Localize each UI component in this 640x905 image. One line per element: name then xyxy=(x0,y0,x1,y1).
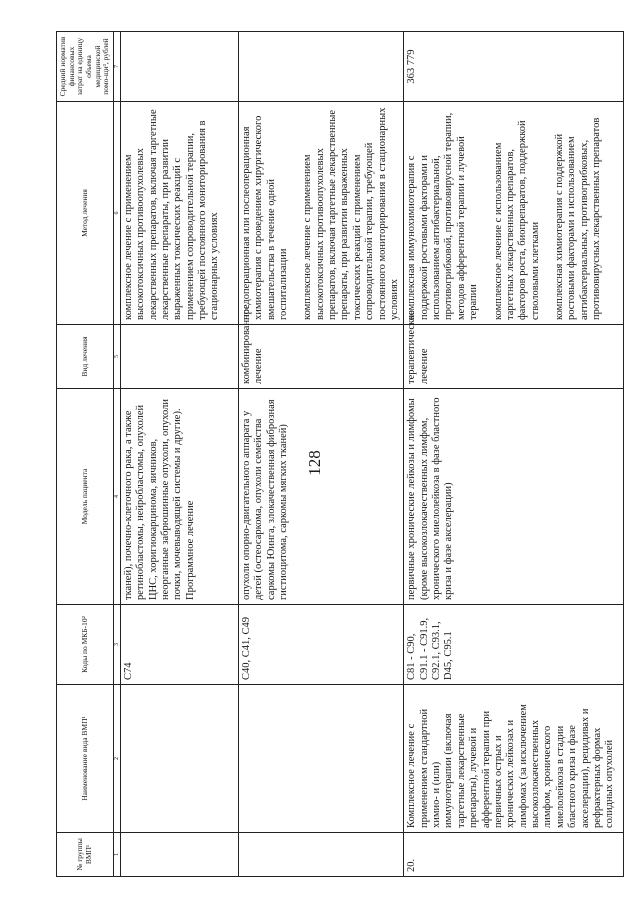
icd-codes-cell: C74 xyxy=(120,605,238,685)
icd-codes-cell: C40, C41, C49 xyxy=(238,605,404,685)
header-group-number: № группы ВМП¹ xyxy=(57,833,114,877)
vmp-name-cell xyxy=(120,685,238,833)
column-number: 3 xyxy=(113,605,120,685)
method-paragraph: комплексная химиотерапия с поддержкой ростовыми факторами и использованием антибактериальных, противогрибковых, противовирусных лекарственных препаратов xyxy=(554,117,603,320)
column-number: 7 xyxy=(113,32,120,102)
cost-cell xyxy=(120,32,238,102)
header-treatment-method: Метод лечения xyxy=(57,102,114,325)
page-number: 128 xyxy=(305,450,324,476)
table-row xyxy=(238,32,404,877)
treatment-method-cell xyxy=(404,102,624,325)
method-paragraph: комплексное лечение с использованием таргетных лекарственных препаратов, факторов роста, биопрепаратов, поддержкой стволовыми клетками xyxy=(492,120,541,320)
method-paragraph: комплексное лечение с применением высокотоксичных противоопухолевых препаратов, включая таргетные лекарственные препараты, при развитии выраженных токсических реакций с применением сопроводительной терапии, требующей постоянного мониторирования в стационарных условиях xyxy=(302,107,400,320)
table-row xyxy=(120,32,238,877)
header-patient-model: Модель пациента xyxy=(57,389,114,605)
header-cost-norm: Средний норматив финансовых затрат на единицу объема медицинской помо-щи³, рублей xyxy=(57,32,114,102)
column-number: 6 xyxy=(113,102,120,325)
vmp-name-cell xyxy=(238,685,404,833)
patient-model-cell: опухоли опорно-двигательного аппарата у детей (остеосаркома, опухоли семейства саркомы Юинга, злокачественная фиброзная гистиоцитома, саркомы мягких тканей) xyxy=(238,389,404,605)
cost-cell xyxy=(238,32,404,102)
header-icd-codes: Коды по МКБ-10² xyxy=(57,605,114,685)
group-cell: 20. xyxy=(404,833,624,877)
patient-model-cell: первичные хронические лейкозы и лимфомы (кроме высокозлокачественных лимфом, хронического миелолейкоза в фазе бластного криза и фазе акселерации) xyxy=(404,389,624,605)
vmp-name-cell: Комплексное лечение с применением стандартной химио- и (или) иммунотерапии (включая таргетные лекарственные препараты), лучевой и афферентной терапии при первичных острых и хронических лейкозах и лимфомах (за исключением высокозлокачественных лимфом, хронического миелолейкоза в стадии бластного криза и фазе акселерации), рецидивах и рефрактерных формах солидных опухолей xyxy=(404,685,624,833)
treatment-type-cell: комбинированное лечение xyxy=(238,325,404,389)
treatment-type-cell xyxy=(120,325,238,389)
column-number: 5 xyxy=(113,325,120,389)
patient-model-cell: тканей), почечно-клеточного рака, а также ретинобластомы, нейробластомы, опухолей ЦНС, хоригиокарцинома, яичников, неорганные забрюшинные опухоли, опухоли почки, мочевыводящей системы и другие). Программное лечение xyxy=(120,389,238,605)
header-row xyxy=(57,32,114,877)
rotated-table-sheet xyxy=(56,32,616,877)
cost-cell: 363 779 xyxy=(404,32,624,102)
group-cell xyxy=(238,833,404,877)
header-treatment-type: Вид лечения xyxy=(57,325,114,389)
column-number: 2 xyxy=(113,685,120,833)
icd-codes-cell: C81 - C90, C91.1 - C91.9, C92.1, C93.1, D45, C95.1 xyxy=(404,605,624,685)
group-cell xyxy=(120,833,238,877)
column-number: 4 xyxy=(113,389,120,605)
column-number-row xyxy=(113,32,120,877)
vmp-table xyxy=(56,31,624,877)
treatment-type-cell: терапевтическое лечение xyxy=(404,325,624,389)
table-row xyxy=(404,32,624,877)
method-paragraph: предоперационная или послеоперационная химиотерапия с проведением хирургического вмешательства в течение одной госпитализации xyxy=(240,115,289,320)
treatment-method-cell: комплексное лечение с применением высокотоксичных противоопухолевых лекарственных препаратов, включая таргетные лекарственные препараты, при развитии выраженных токсических реакций с применением сопроводительной терапии, требующей постоянного мониторирования в стационарных условиях xyxy=(120,102,238,325)
treatment-method-cell xyxy=(238,102,404,325)
header-vmp-name: Наименование вида ВМП¹ xyxy=(57,685,114,833)
column-number: 1 xyxy=(113,833,120,877)
method-paragraph: комплексная иммунохимиотерапия с поддержкой ростовыми факторами и использованием антибактериальной, противогрибковой, противовирусной терапии, методов афферентной терапии и лучевой терапии xyxy=(406,112,480,320)
